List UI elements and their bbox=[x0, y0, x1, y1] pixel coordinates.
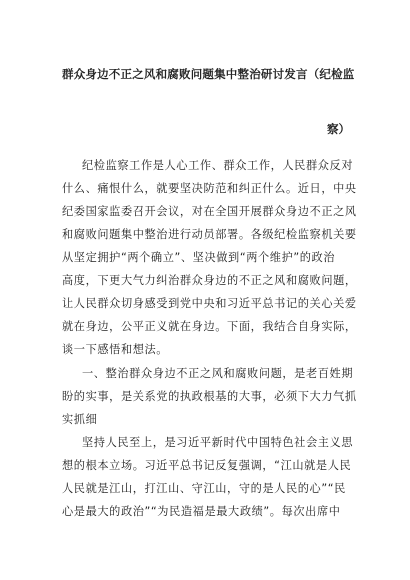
paragraph-line: 纪委国家监委召开会议，对在全国开展群众身边不正之风 bbox=[62, 205, 357, 218]
paragraph-line: 坚持人民至上，是习近平新时代中国特色社会主义思 bbox=[82, 436, 354, 449]
paragraph-line: 让人民群众切身感受到党中央和习近平总书记的关心关爱 bbox=[62, 297, 357, 310]
paragraph-line: 人民就是江山，打江山、守江山，守的是人民的心”“民 bbox=[62, 482, 346, 495]
document-title-line-1: 群众身边不正之风和腐败问题集中整治研讨发言（纪检监 bbox=[62, 67, 355, 81]
paragraph-line: 和腐败问题集中整治进行动员部署。各级纪检监察机关要 bbox=[62, 228, 357, 241]
section-heading-line: 一、整治群众身边不正之风和腐败问题，是老百姓期 bbox=[82, 367, 354, 380]
paragraph-line: 就在身边，公平正义就在身边。下面，我结合自身实际， bbox=[62, 320, 357, 333]
paragraph-line: 想的根本立场。习近平总书记反复强调，“江山就是人民 bbox=[62, 459, 352, 472]
paragraph-line: 什么、痛恨什么，就要坚决防范和纠正什么。近日，中央 bbox=[62, 182, 357, 195]
document-title-line-2: 察） bbox=[327, 122, 350, 136]
paragraph-line: 从坚定拥护“两个确立”、坚决做到“两个维护”的政治 bbox=[62, 251, 336, 264]
paragraph-line: 谈一下感悟和想法。 bbox=[62, 343, 169, 356]
section-heading-line: 盼的实事，是关系党的执政根基的大事，必须下大力气抓 bbox=[62, 390, 357, 403]
paragraph-line: 纪检监察工作是人心工作、群众工作，人民群众反对 bbox=[82, 159, 354, 172]
paragraph-line: 心是最大的政治”“为民造福是最大政绩”。每次出席中 bbox=[62, 505, 341, 518]
paragraph-line: 高度，下更大气力纠治群众身边的不正之风和腐败问题， bbox=[62, 274, 357, 287]
section-heading-line: 实抓细 bbox=[62, 413, 98, 426]
